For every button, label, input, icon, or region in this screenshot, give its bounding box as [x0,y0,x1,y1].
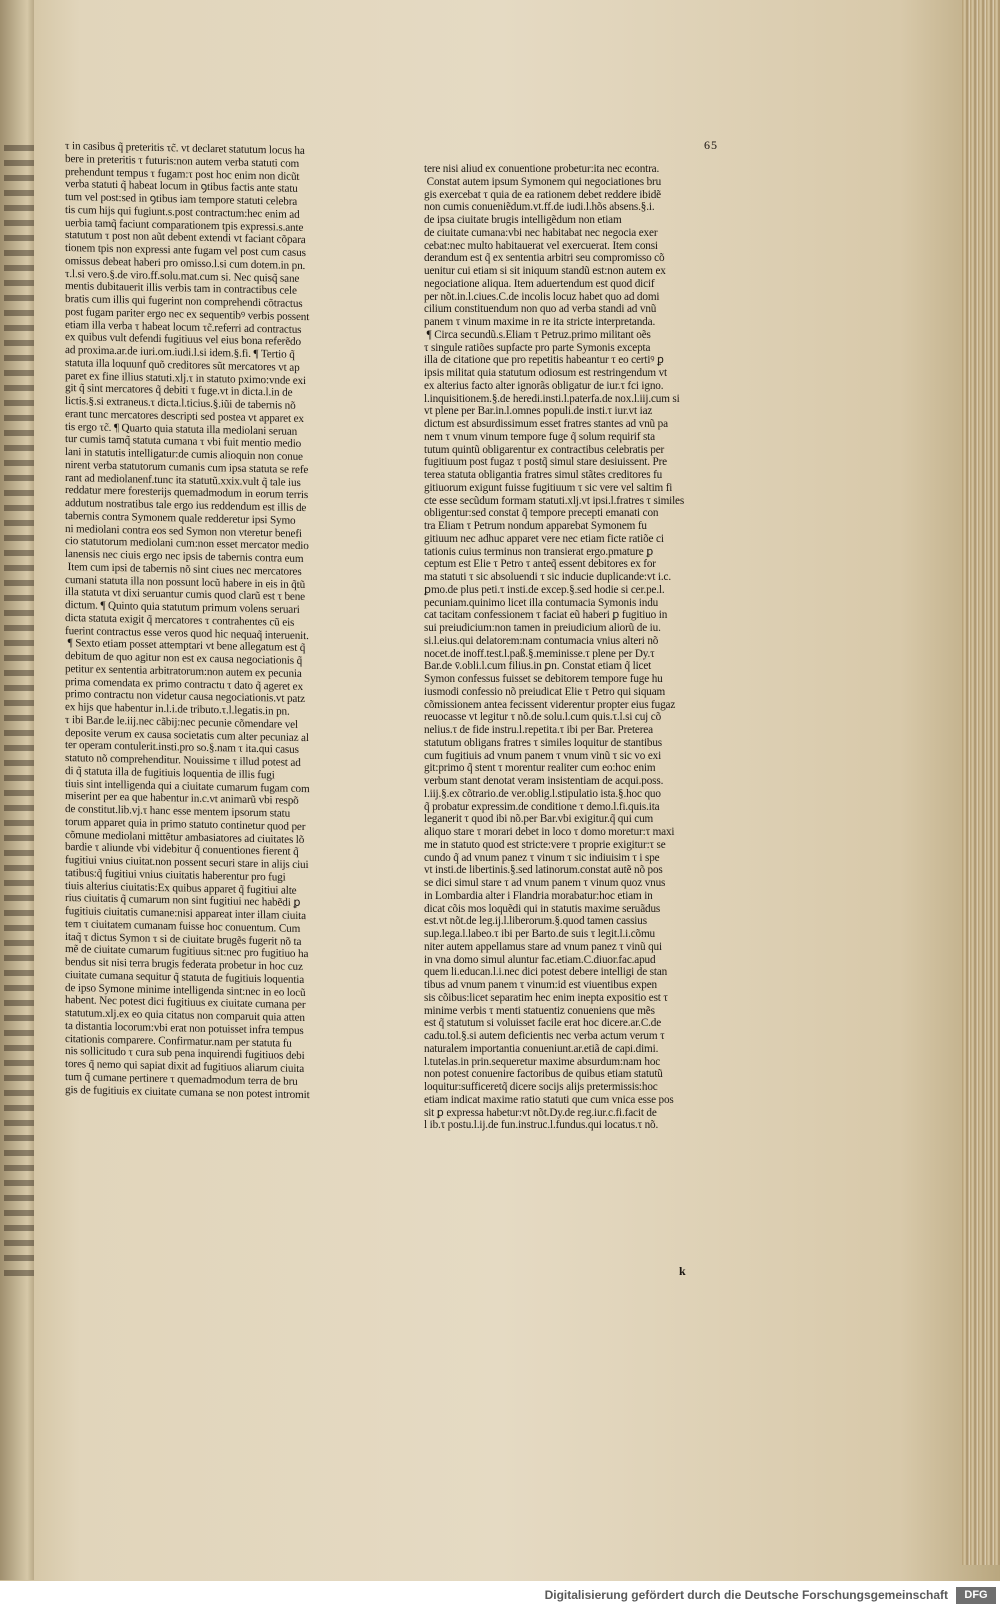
left-page-text-fragment [4,145,34,1285]
footer-bar [0,1581,1000,1608]
right-text-column: tere nisi aliud ex conuentione probetur:ita nec econtra. Constat autem ipsum Symonem qui negociationes bru gis exercebat τ quia de ea rationem debet reddere ibidẽ non cumis conueniẽdum.vt.ff.de iudi.l.hõs absens.§.i. de ipsa ciuitate brugis intelligẽdum non etiam de ciuitate cumana:vbi nec habitabat nec negocia exer cebat:nec multo habitauerat vel exercuerat. Item consi derandum est q̃ ex sententia arbitri seu compromisso cõ uenitur cui etiam si sit iniquum standũ est:non autem ex negociatione aliqua. Item aduertendum est quod dicif per nõt.in.l.ciues.C.de incolis locuz habet quo ad domi cilium constituendum non quo ad verba standi ad vnũ panem τ vinum maxime in re ita stricte interpretanda. ¶ Circa secundũ.s.Eliam τ Petruz.primo militant oẽs τ singule ratiões supfacte pro parte Symonis excepta illa de citatione que pro repetitis habeantur τ eo certiꝰ ꝑ ipsis militat quia statutum odiosum est restringendum vt ex alterius facto alter ignorãs obligatur de iur.τ fci igno. l.inquisitionem.§.de heredi.insti.l.paterfa.de nox.l.iij.cum si vt plene per Bar.in.l.omnes populi.de insti.τ iur.vt iaz dictum est absurdissimum esset fratres stantes ad vnũ pa nem τ vnum vinum tempore fuge q̃ solum requirif sta tutum quintũ obligarentur ex contractibus celebratis per fugitiuum post fugaz τ postq̃ simul stare desiuissent. Pre terea statuta obligantia fratres simul stãtes creditores fu gitiuorum exigunt fuisse fugitiuum τ sic vere vel saltim fi cte esse secũdum formam statuti.xlj.vt ipsi.l.fratres τ similes obligentur:sed constat q̃ tempore precepti emanati con tra Eliam τ Petrum nondum apparebat Symonem fu gitiuum nec adhuc apparet vere nec etiam ficte ratiõe ci tationis cuius terminus non transierat ergo.pmature ꝑ ceptum est Elie τ Petro τ anteq̃ essent debitores ex for ma statuti τ sic absoluendi τ sic inducie duplicande:vt i.c. ꝑmo.de plus peti.τ insti.de excep.§.sed hodie si cer.pe.l. pecuniam.quinimo licet illa contumacia Symonis indu cat tacitam confessionem τ faciat eũ haberi ꝑ fugitiuo in sui preiudicium:non tamen in preiudicium aliorũ de iu. si.l.eius.qui delatorem:nam contumacia vnius alteri nõ nocet.de inoff.test.l.paß.§.meminisse.τ plene per Dy.τ Bar.de v̄.obli.l.cum filius.in ꝑn. Constat etiam q̃ licet Symon confessus fuisset se debitorem tempore fuge hu iusmodi confessio nõ preiudicat Elie τ Petro qui siquam cõmissionem antea fecissent viderentur propter eius fugaz reuocasse vt legitur τ nõ.de solu.l.cum quis.τ.l.si cuj cõ nelius.τ de fide instru.l.repetita.τ ibi per Bar. Preterea statutum obligans fratres τ similes loquitur de stantibus cum fugitiuis ad vnum panem τ vnum vinũ τ sic vo exi git:primo q̃ stent τ morentur realiter cum eo:hoc enim verbum stant denotat veram insistentiam de acqui.poss. l.iij.§.ex cõtrario.de ver.oblig.l.stipulatio ista.§.hoc quo q̃ probatur expressim.de conditione τ demo.l.fi.quis.ita leganerit τ quod ibi nõ.per Bar.vbi exigitur.q̃ qui cum aliquo stare τ morari debet in loco τ domo moretur:τ maxi me in statuto quod est stricte:vere τ proprie exigitur:τ se cundo q̃ ad vnum panez τ vinum τ sic indiuisim τ i spe vt insti.de libertinis.§.sed latinorum.constat autẽ nõ pos se dici simul stare τ ad vnum panem τ vinum quoz vnus in Lombardia alter i Flandria morabatur:hoc etiam in dicat cõis mos loquẽdi qui in statutis maxime seruãdus est.vt nõt.de leg.ij.l.liberorum.§.quod tamen cassius sup.lega.l.labeo.τ ibi per Barto.de suis τ legit.l.i.cõmu niter autem appellamus stare ad vnum panez τ vinũ qui in vna domo simul aluntur fac.etiam.C.diuor.fac.apud quem li.educan.l.i.nec dici potest debere intelligi de stan tibus ad vnum panem τ vinum:id est viuentibus expen sis cõibus:licet separatim hec enim inepta expositio est τ minime verbis τ menti statuentiz conueniens que mẽs est q̃ statutum si voluisset facile erat hoc dicere.ar.C.de cadu.tol.§.si autem deficientis nec verba actum verum τ naturalem importantia conueniunt.ar.etiã de capi.dimi. l.tutelas.in prin.sequeretur maxime absurdum:nam hoc non potest conuenire factoribus de quibus etiam statutũ loquitur:sufficeretq̃ dicere socijs alijs pretermissis:hoc etiam indicat maxime ratio statuti que cum vnica esse pos sit ꝑ expressa habetur:vt nõt.Dy.de reg.iur.c.fi.facit de l ib.τ postu.l.ij.de fun.instruc.l.fundus.qui locatus.τ nõ. [424,163,685,1132]
dfg-logo: DFG [956,1587,996,1604]
page-number: 65 [704,138,718,152]
signature-mark: k [679,1264,686,1278]
left-text-column: τ in casibus q̃ preteritis τc̃. vt declaret statutum locus ha bere in preteritis τ futuris:non autem verba statuti com prehendunt tempus τ fugam:τ post hoc enim non dicũt verba statuti q̃ habeat locum in ꝯtibus factis ante statu tum vel post:sed in ꝯtibus iam tempore statuti celebra tis cum hijs qui fugiunt.s.post contractum:hec enim ad uerbia tamq̃ faciunt comparationem tpis expressi.s.ante statutum τ post non aũt debent extendi vt faciant cõpara tionem tpis non expressi ante fugam vel post cum casus omissus debeat haberi pro omisso.l.si cum dotem.in pn. τ.l.si vero.§.de viro.ff.solu.mat.cum si. Nec quisq̃ sane mentis dubitauerit illis verbis tam in contractibus cele bratis cum illis qui fugerint non comprehendi cõtractus post fugam pariter ergo nec ex sequentibꝰ verbis possent etiam illa verba τ habeat locum τc̃.referri ad contractus ex quibus vult defendi fugitiuus vel eius bona referẽdo ad proxima.ar.de iuri.om.iudi.l.si idem.§.fi. ¶ Tertio q̃ statuta illa loquunf quõ creditores sũt mercatores vt ap paret ex fine illius statuti.xlj.τ in statuto pximo:vnde exi git q̃ sint mercatores q̃ debiti τ fuge.vt in dicta.l.in de lictis.§.si extraneus.τ dicta.l.ticius.§.iũi de tabernis nõ erant tunc mercatores descripti sed postea vt apparet ex tis ergo τc̃. ¶ Quarto quia statuta illa mediolani seruan tur cumis tamq̃ statuta cumana τ vbi fuit mentio medio lani in statutis intelligatur:de cumis alioquin non conue nirent verba statutorum cumanis cum ipsa statuta se refe rant ad mediolanenf.tunc ita statutũ.xxix.vult q̃ tale ius reddatur mere foresterijs quemadmodum in eorum terris addutum nostratibus tale ergo ius reddendum est illis de tabernis contra Symonem quale redderetur ipsi Symo ni mediolani contra eos sed Symon non vteretur benefi cio statutorum mediolani cum:non esset mercator medio lanensis nec ciuis ergo nec ipsis de tabernis contra eum Item cum ipsi de tabernis nõ sint ciues nec mercatores cumani statuta illa non possunt locũ habere in eis in q̃tũ illa statuta vt dixi seruantur cumis quod clarũ est τ bene dictum. ¶ Quinto quia statutum primum volens seruari dicta statuta exigit q̃ mercatores τ contrahentes cũ eis fuerint contractus esse veros quod hic nequaq̃ interuenit. ¶ Sexto etiam posset attemptari vt bene allegatum est q̃ debitum de quo agitur non est ex causa negociationis q̃ petitur ex sententia arbitratorum:non autem ex pecunia prima comendata ex primo contractu τ dato q̃ ageret ex primo contractu non videtur causa negociationis.vt patz ex hijs que habentur in.l.i.de tributo.τ.l.legatis.in pn. τ ibi Bar.de le.iij.nec cãbij:nec pecunie cõmendare vel deposite verum ex causa societatis cum alter pecuniaz al ter operam contulerit.insti.pro so.§.nam τ ita.qui casus statuto nõ comprehenditur. Nouissime τ illud potest ad di q̃ statuta illa de fugitiuis loquentia de illis fugi tiuis sint intelligenda qui a ciuitate cumarum fugam com miserint per ea que habentur in.c.vt animarũ vbi respõ de constitut.lib.vj.τ hanc esse mentem ipsorum statu torum apparet quia in primo statuto continetur quod per cõmune mediolani mittẽtur ambasiatores ad ciuitates lõ bardie τ aliunde vbi videbitur q̃ conuentiones fierent q̃ fugitiui vnius ciuitat.non possent securi stare in alijs ciui tatibus:q̃ fugitiui vnius ciuitatis haberentur pro fugi tiuis alterius ciuitatis:Ex quibus apparet q̃ fugitiui alte rius ciuitatis q̃ cumarum non sint fugitiui nec habẽdi ꝑ fugitiuis ciuitatis cumane:nisi appareat inter illam ciuita tem τ ciuitatem cumanam fuisse hoc conuentum. Cum itaq̃ τ dictus Symon τ si de ciuitate brugẽs fugerit nõ ta mẽ de ciuitate cumarum fugitiuus sit:nec pro fugitiuo ha bendus sit nisi terra brugis federata probetur in hoc cuz ciuitate cumana sequitur q̃ statuta de fugitiuis loquentia de ipso Symone minime intelligenda sint:nec in eo locũ habent. Nec potest dici fugitiuus ex ciuitate cumana per statutum.xlj.ex eo quia citatus non comparuit quia atten ta distantia locorum:vbi erat non potuisset infra tempus citationis comparere. Confirmatur.nam per statuta fu nis sollicitudo τ cura sub pena inquirendi fugitiuos debi tores q̃ nemo qui sapiat dixit ad fugitiuos aliarum ciuita tum q̃ cumane pertinere τ quemadmodum terra de bru gis de fugitiuis ex ciuitate cumana se non potest intromit [65,140,310,1101]
funding-credit: Digitalisierung gefördert durch die Deutsche Forschungsgemeinschaft [544,1588,948,1602]
right-page-edge [962,0,1000,1565]
